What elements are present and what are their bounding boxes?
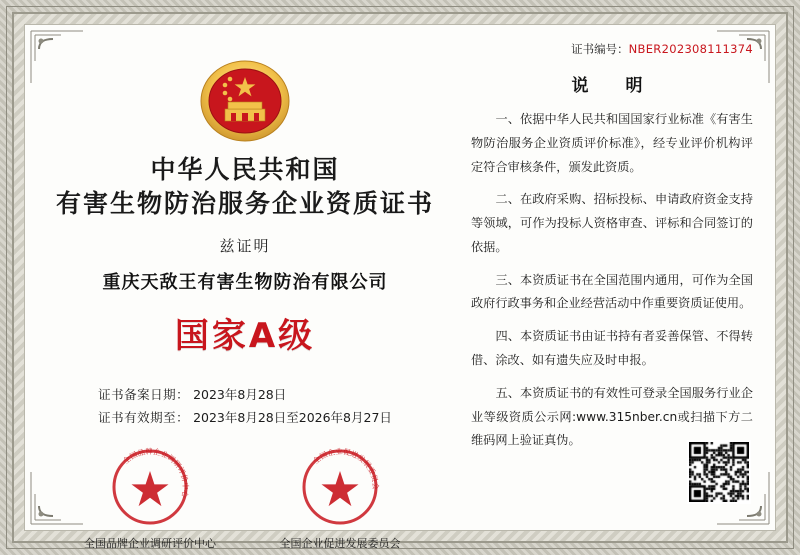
note-text-2: 二、在政府采购、招标投标、申请政府资金支持等领域，可作为投标人资格审查、评标和合同签订的依据。 [471, 192, 753, 254]
note-text-3: 三、本资质证书在全国范围内通用，可作为全国政府行政事务和企业经营活动中作重要资质证使用。 [471, 272, 753, 311]
record-date-label: 证书备案日期： [98, 386, 190, 402]
seal-block-2 [265, 441, 415, 551]
note-text-5: 五、本资质证书的有效性可登录全国服务行业企业等级资质公示网:www.315nber.cn或扫描下方二维码网上验证真伪。 [471, 385, 753, 448]
company-name: 重庆天敌王有害生物防治有限公司 [102, 271, 388, 293]
record-date-value: 2023年8月28日 [193, 386, 287, 402]
note-text-4: 四、本资质证书由证书持有者妥善保管、不得转借、涂改、如有遗失应及时申报。 [471, 329, 753, 368]
seal-caption-2: 全国企业促进发展委员会 [279, 536, 401, 550]
notes-heading: 说 明 [571, 76, 653, 96]
note-item-1 [471, 108, 753, 179]
svg-text:全国企业促进发展委员会: 全国企业促进发展委员会 [311, 446, 381, 490]
note-item-3 [471, 269, 753, 317]
date-block [98, 383, 392, 429]
verification-qr-code[interactable] [687, 440, 751, 504]
china-national-emblem [197, 57, 293, 143]
valid-date-label: 证书有效期至： [98, 409, 190, 425]
valid-date-value: 2023年8月28日至2026年8月27日 [193, 409, 392, 425]
hereby-certify-label: 兹证明 [219, 236, 271, 255]
certificate-title [35, 153, 455, 221]
seal-caption-1: 全国品牌企业调研评价中心 [84, 536, 216, 550]
seal-brand-research-center [104, 441, 196, 533]
certificate-paper [24, 24, 776, 550]
certificate-number [471, 41, 753, 57]
note-item-2 [471, 188, 753, 259]
decorative-frame [12, 12, 788, 550]
note-text-1: 一、依据中华人民共和国国家行业标准《有害生物防治服务企业资质评价标准》，经专业评价机构评定符合审核条件，颁发此资质。 [471, 112, 753, 174]
certificate-number-label: 证书编号： [571, 42, 629, 56]
seal-enterprise-development-committee [294, 441, 386, 533]
valid-date-row [98, 406, 392, 429]
certificate-title-line2: 有害生物防治服务企业资质证书 [55, 188, 434, 218]
seals-container [35, 441, 455, 551]
certificate-number-value: NBER202308111374 [628, 42, 753, 56]
seal-block-1 [75, 441, 225, 551]
grade-level: 国家A级 [174, 315, 316, 356]
certificate-notes-panel [465, 25, 775, 530]
svg-text:全国品牌企业调研评价中心: 全国品牌企业调研评价中心 [121, 446, 191, 499]
record-date-row [98, 383, 392, 406]
emblem-container [35, 57, 455, 143]
certificate-main-panel [25, 25, 465, 550]
certificate-title-line1: 中华人民共和国 [150, 155, 340, 184]
note-item-4 [471, 325, 753, 373]
